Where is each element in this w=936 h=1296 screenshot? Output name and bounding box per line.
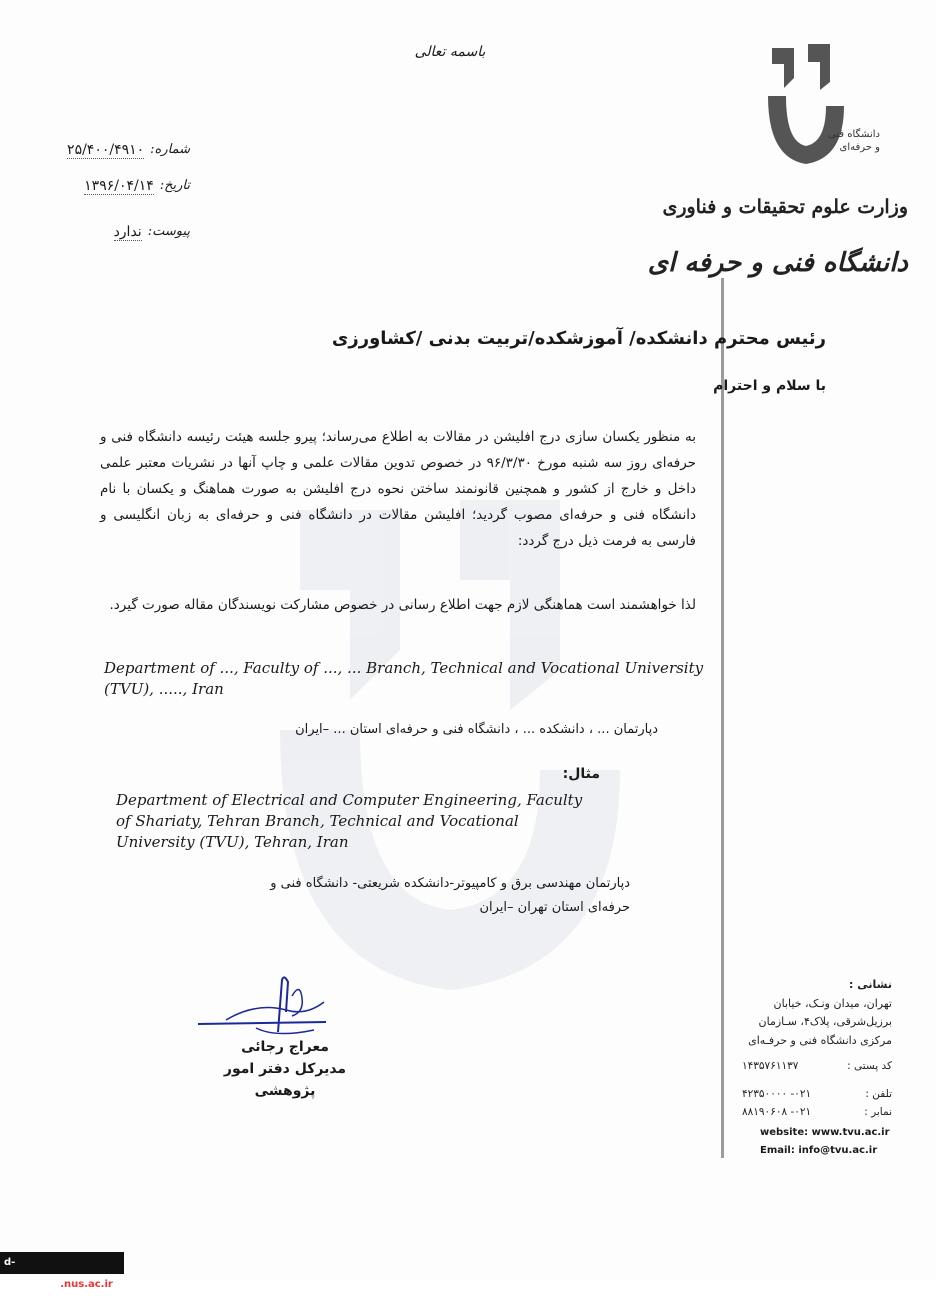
- phone-value: ۰۲۱- ۴۲۳۵۰۰۰۰: [742, 1088, 812, 1100]
- greeting: با سلام و احترام: [713, 378, 826, 394]
- letter-number: [67, 142, 190, 159]
- phone-row: [742, 1085, 892, 1103]
- signatory-name: معراج رجائی: [241, 1039, 329, 1055]
- source-watermark: [0, 1252, 124, 1290]
- signatory-position: مدیرکل دفتر امور پژوهشی: [223, 1061, 347, 1099]
- address-block: [742, 976, 892, 1050]
- university-logo-icon: [760, 40, 860, 180]
- phone-label: تلفن :: [865, 1088, 892, 1100]
- signatory: [200, 1036, 370, 1102]
- fax-value: ۰۲۱- ۸۸۱۹۰۶۰۸: [742, 1106, 812, 1118]
- letter-attachment-value: ندارد: [113, 224, 142, 240]
- postal-code-label: کد پستی :: [847, 1060, 892, 1072]
- address-title: نشانی :: [849, 978, 892, 991]
- letter-number-label: شماره:: [150, 142, 190, 157]
- postal-code-row: [742, 1057, 892, 1075]
- body-paragraph-2: لذا خواهشمند است هماهنگی لازم جهت اطلاع رسانی در خصوص مشارکت نویسندگان مقاله صورت گیرد.: [109, 597, 696, 613]
- website-link[interactable]: website: www.tvu.ac.ir: [760, 1127, 890, 1138]
- ministry-name: وزارت علوم تحقیقات و فناوری: [662, 196, 908, 218]
- source-suffix: .nus.ac.ir: [60, 1279, 113, 1290]
- affiliation-format-persian: دپارتمان ... ، دانشکده ... ، دانشگاه فنی و حرفه‌ای استان ... –ایران: [295, 722, 658, 737]
- letter-attachment: [70, 224, 190, 241]
- letter-date-value: ۱۳۹۶/۰۴/۱۴: [84, 178, 154, 194]
- address-line-1: تهران، میدان ونـک، خیابان: [773, 996, 892, 1010]
- vertical-divider: [721, 278, 724, 1158]
- affiliation-format-english: Department of ..., Faculty of ..., ... Branch, Technical and Vocational University (TVU), ....., Iran: [104, 659, 704, 698]
- letter-attachment-label: پیوست:: [147, 224, 190, 239]
- address-line-3: مرکزی دانشگاه فنی و حرفـه‌ای: [748, 1033, 892, 1047]
- email-link[interactable]: Email: info@tvu.ac.ir: [760, 1145, 878, 1156]
- watermark-logo-icon: [240, 470, 660, 1030]
- letter-date: [70, 178, 190, 195]
- fax-label: نمابر :: [864, 1106, 892, 1118]
- postal-code-value: ۱۴۳۵۷۶۱۱۳۷: [742, 1060, 799, 1072]
- addressee: رئیس محترم دانشکده/ آموزشکده/تربیت بدنی /کشاورزی: [331, 328, 826, 349]
- example-persian: دپارتمان مهندسی برق و کامپیوتر-دانشکده شریعتی- دانشگاه فنی و حرفه‌ای استان تهران –ایران: [270, 876, 630, 915]
- example-label: مثال:: [562, 766, 600, 782]
- basmala: باسمه تعالی: [414, 44, 486, 60]
- fax-row: [742, 1103, 892, 1121]
- logo-caption: دانشگاه فنی و حرفه‌ای: [827, 129, 880, 153]
- letter-number-value: ۲۵/۴۰۰/۴۹۱۰: [67, 142, 145, 158]
- address-line-2: برزیل‌شرقی، پلاک۴، سـازمان: [758, 1015, 892, 1028]
- signature-icon: [196, 972, 336, 1042]
- letter-date-label: تاریخ:: [159, 178, 190, 193]
- source-prefix: d-najafabad: [4, 1257, 61, 1290]
- example-english: Department of Electrical and Computer Engineering, Faculty of Shariaty, Tehran Branch, Technical and Vocational University (TVU), Tehran, Iran: [116, 791, 583, 851]
- body-paragraph-1: به منظور یکسان سازی درج افلیشن در مقالات به اطلاع می‌رساند؛ پیرو جلسه هیئت رئیسه دانشگاه فنی و حرفه‌ای روز سه شنبه مورخ ۹۶/۳/۳۰ در خصوص تدوین مقالات علمی و چاپ آنها در نشریات معتبر علمی داخل و خارج از کشور و همچنین قانونمند ساختن نحوه درج افلیشن به صورت هماهنگ و یکسان با نام دانشگاه فنی و حرفه‌ای مصوب گردید؛ افلیشن مقالات در دانشگاه فنی و حرفه‌ای به زبان انگلیسی و فارسی به فرمت ذیل درج گردد:: [100, 429, 696, 549]
- contact-block: [742, 1057, 892, 1121]
- university-name: دانشگاه فنی و حرفه ای: [647, 248, 908, 278]
